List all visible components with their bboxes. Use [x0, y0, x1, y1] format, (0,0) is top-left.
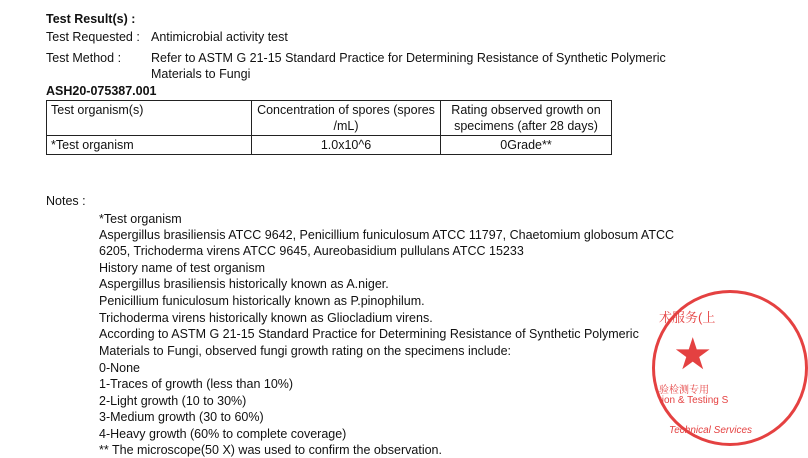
note-line: 3-Medium growth (30 to 60%) — [99, 410, 264, 424]
note-line: 0-None — [99, 361, 140, 375]
stamp-top-text: 术服务(上 — [659, 310, 716, 325]
header-rating — [441, 101, 612, 136]
note-line: Materials to Fungi, observed fungi growth rating on the specimens include: — [99, 344, 512, 358]
note-line: History name of test organism — [99, 261, 266, 275]
table-header-row — [47, 101, 612, 136]
test-method-label: Test Method : — [46, 51, 122, 65]
sample-id: ASH20-075387.001 — [46, 84, 157, 98]
header-concentration — [252, 101, 441, 136]
test-method-line2: Materials to Fungi — [151, 67, 251, 81]
note-line: ** The microscope(50 X) was used to confirm the observation. — [99, 443, 442, 457]
cell-organism: *Test organism — [47, 136, 252, 155]
results-table — [46, 100, 612, 155]
note-line: *Test organism — [99, 212, 182, 226]
note-line: Aspergillus brasiliensis historically known as A.niger. — [99, 277, 389, 291]
header-test-organism — [47, 101, 252, 136]
table-row — [47, 136, 612, 155]
cell-concentration: 1.0x10^6 — [252, 136, 441, 155]
note-line: 1-Traces of growth (less than 10%) — [99, 377, 294, 391]
stamp-line3: tion & Testing S — [659, 395, 729, 406]
header-rating-line2: specimens (after 28 days) — [454, 119, 598, 133]
stamp-line2: 验检测专用 — [659, 385, 709, 396]
star-icon: ★ — [673, 330, 713, 379]
company-seal-stamp — [652, 290, 808, 446]
header-concentration-line1: Concentration of spores (spores — [257, 103, 435, 117]
note-line: According to ASTM G 21-15 Standard Practice for Determining Resistance of Synthetic Polymeric — [99, 327, 639, 341]
header-concentration-line2: /mL) — [333, 119, 359, 133]
note-line: 6205, Trichoderma virens ATCC 9645, Aureobasidium pullulans ATCC 15233 — [99, 244, 524, 258]
section-title: Test Result(s) : — [46, 12, 136, 26]
header-test-organism-text: Test organism(s) — [51, 103, 144, 117]
cell-rating: 0Grade** — [441, 136, 612, 155]
test-method-line1: Refer to ASTM G 21-15 Standard Practice for Determining Resistance of Synthetic Polymeric — [151, 51, 666, 65]
note-line: Penicillium funiculosum historically known as P.pinophilum. — [99, 294, 425, 308]
notes-label: Notes : — [46, 194, 86, 208]
stamp-bottom-text: Technical Services — [669, 425, 753, 436]
header-rating-line1: Rating observed growth on — [451, 103, 601, 117]
test-requested-label: Test Requested : — [46, 30, 140, 44]
note-line: 2-Light growth (10 to 30%) — [99, 394, 247, 408]
test-requested-value: Antimicrobial activity test — [151, 30, 288, 44]
note-line: Aspergillus brasiliensis ATCC 9642, Penicillium funiculosum ATCC 11797, Chaetomium globosum ATCC — [99, 228, 675, 242]
note-line: Trichoderma virens historically known as Gliocladium virens. — [99, 311, 433, 325]
note-line: 4-Heavy growth (60% to complete coverage) — [99, 427, 347, 441]
